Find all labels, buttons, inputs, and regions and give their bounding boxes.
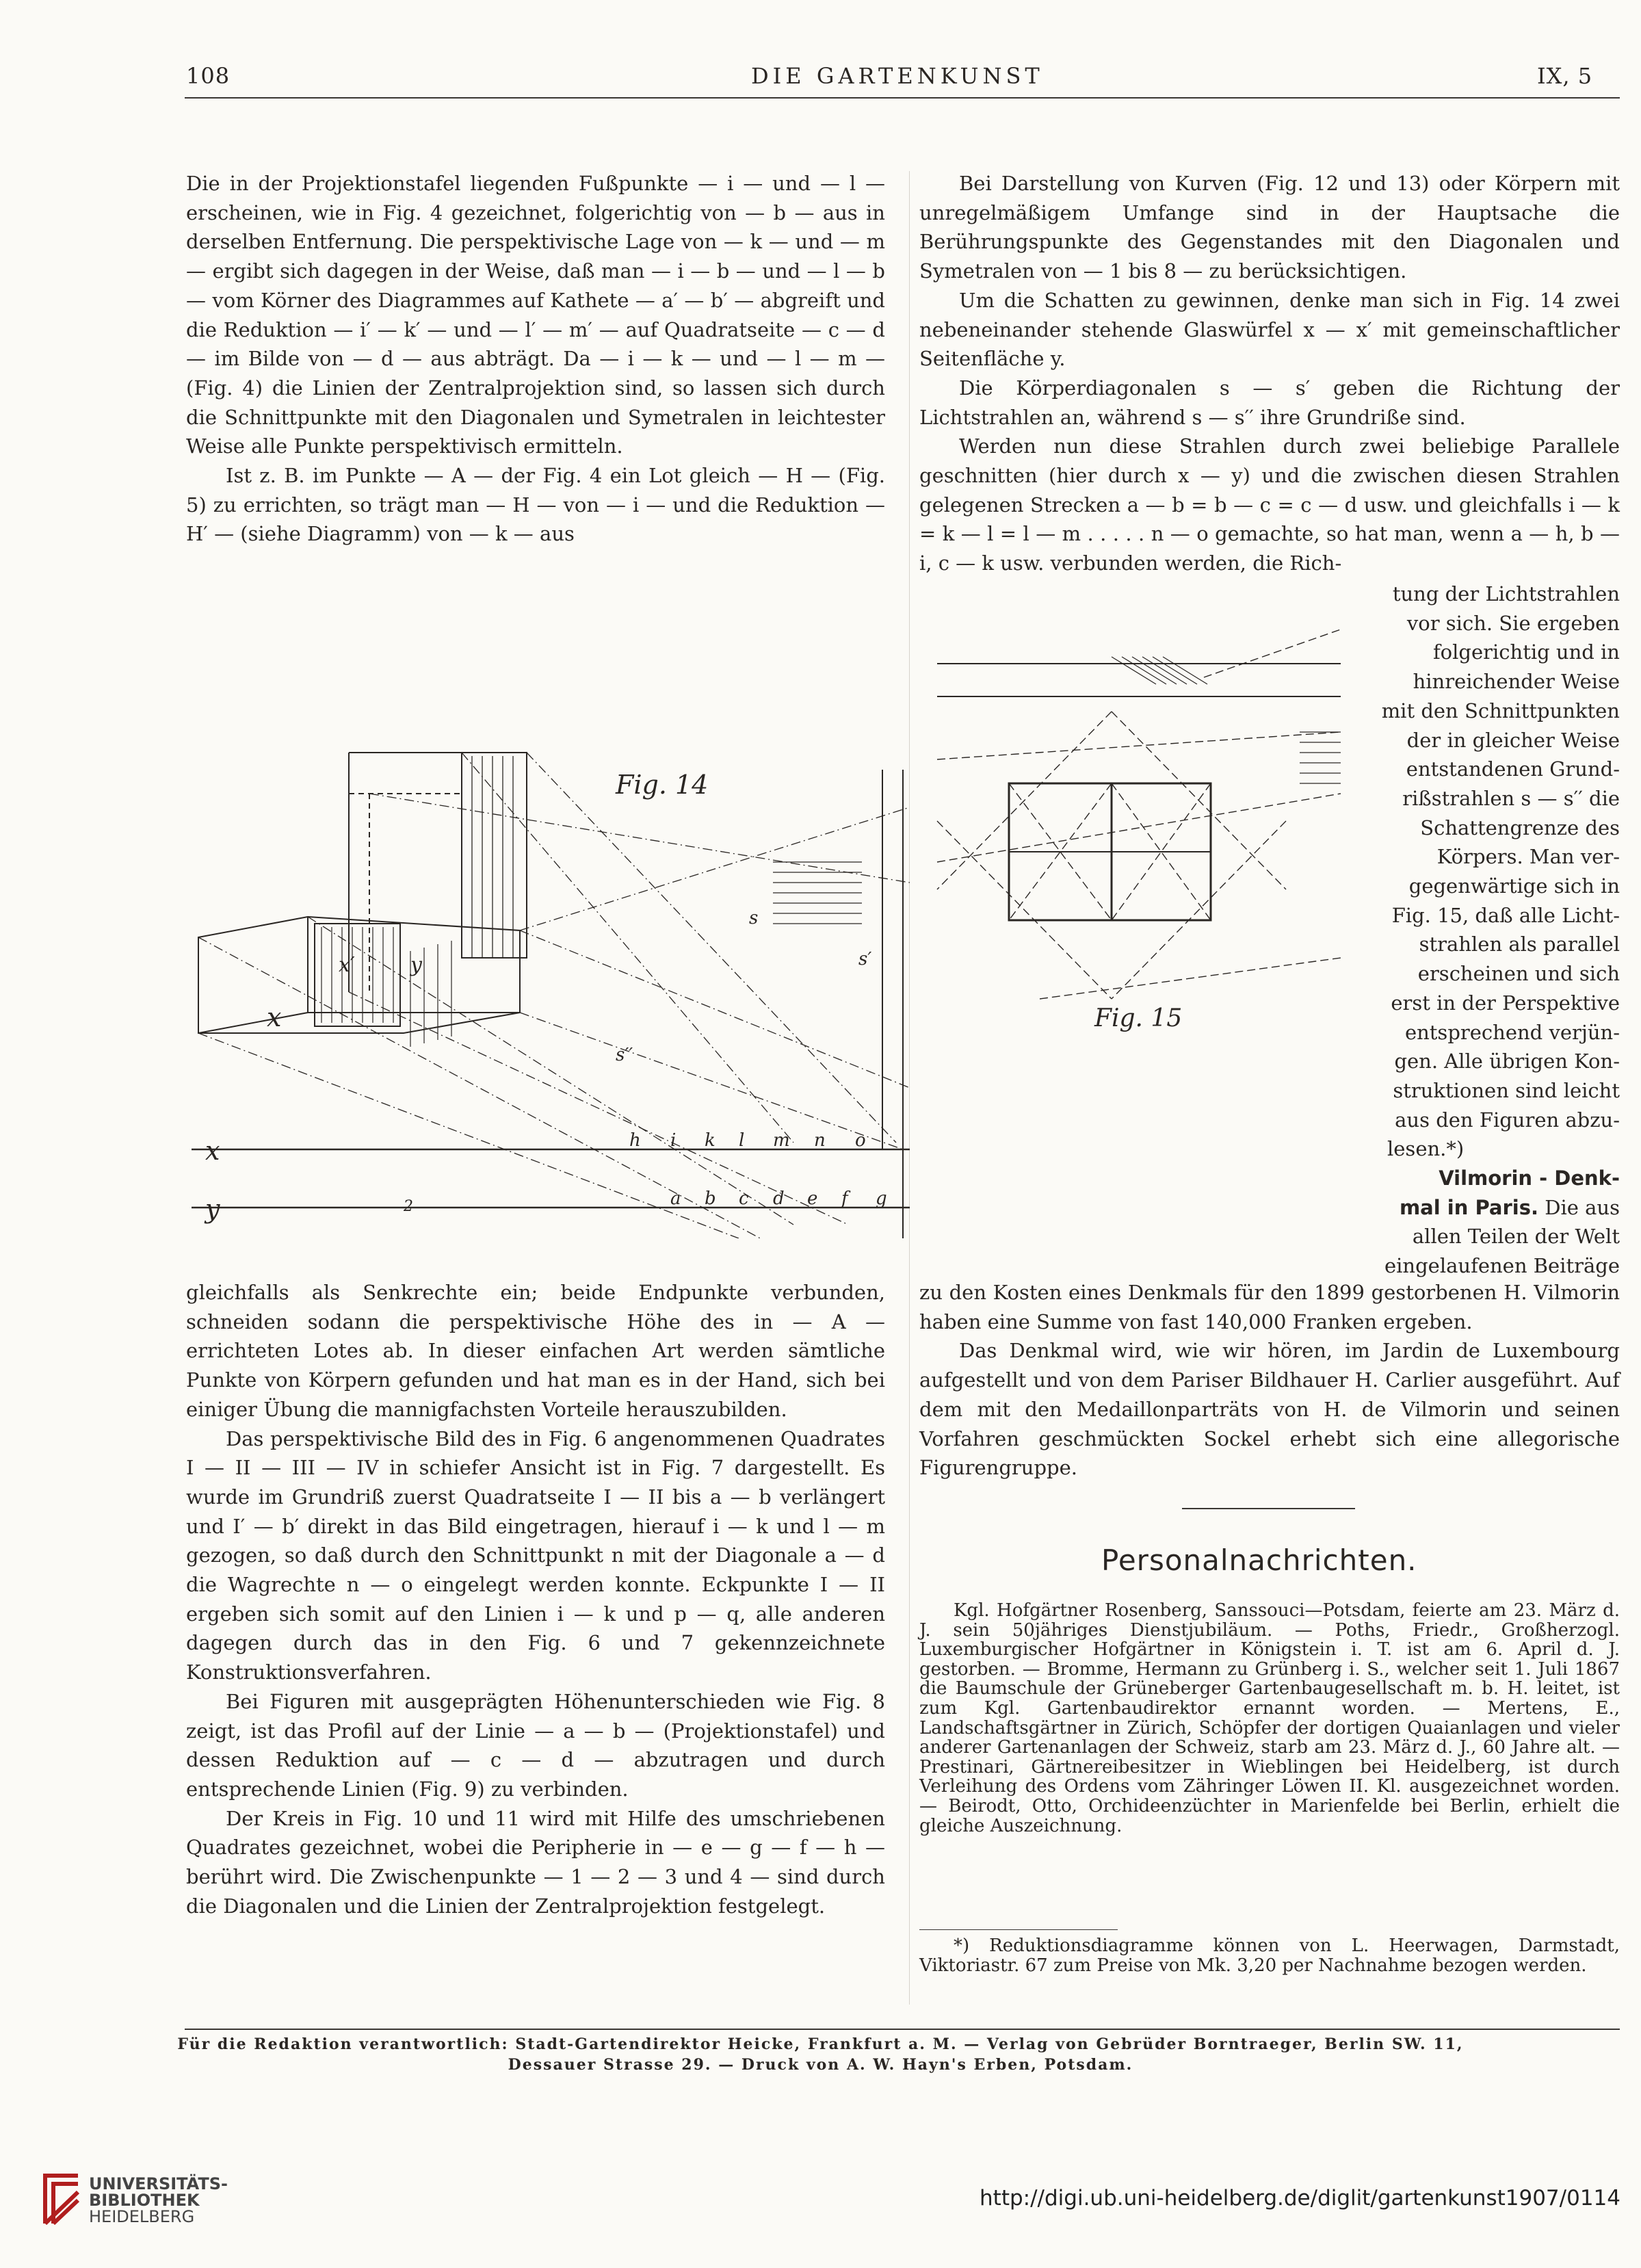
paragraph: gleichfalls als Senkrechte ein; beide Endpunkte verbunden, schneiden sodann die perspektivische Höhe des in — A — errichteten Lotes ab. In dieser einfachen Art werden sämtliche Punkte von Körpern gefunden und hat man es in der Hand, sich bei einiger Übung die mannigfachsten Vorteile herauszubilden.: [186, 1281, 885, 1421]
text-line: entstandenen Grund-: [1406, 757, 1620, 781]
figure-letter: s: [749, 908, 759, 928]
library-name: [89, 2176, 228, 2225]
source-url[interactable]: http://digi.ub.uni-heidelberg.de/diglit/gartenkunst1907/0114: [980, 2186, 1620, 2211]
text-line: vor sich. Sie ergeben: [1406, 611, 1620, 635]
left-column-top: [186, 169, 885, 549]
figure-letter: h: [629, 1130, 641, 1151]
running-title: DIE GARTENKUNST: [751, 63, 1044, 89]
figure-letter: o: [855, 1130, 866, 1151]
figure-letter: k: [705, 1130, 716, 1151]
right-narrow-column: [1375, 579, 1620, 1281]
figure-letter: e: [807, 1188, 818, 1209]
footer-rule: [185, 2029, 1620, 2030]
paragraph: Die Körperdiagonalen s — s′ geben die Richtung der Lichtstrahlen an, während s — s′′ ihre Grundriße sind.: [919, 376, 1620, 429]
paragraph: Werden nun diese Strahlen durch zwei beliebige Parallele geschnitten (hier durch x — y) und die zwischen diesen Strahlen gelegenen Strecken a — b = b — c = c — d usw. und gleichfalls i — k = k — l = l — m . . . . . n — o gemachte, so hat man, wenn a — h, b — i, c — k usw. verbunden werden, die Rich-: [919, 434, 1620, 575]
figure-letter: f: [841, 1188, 848, 1209]
left-column-bottom: [186, 1278, 885, 1920]
figure-letter: x: [205, 1136, 220, 1166]
text-line: tung der Lichtstrahlen: [1392, 582, 1620, 605]
text-line: erst in der Perspektive: [1391, 991, 1620, 1015]
text-line: gen. Alle übrigen Kon-: [1394, 1050, 1620, 1073]
vilmorin-title: mal in Paris.: [1399, 1195, 1539, 1219]
library-name-line: HEIDELBERG: [89, 2207, 195, 2226]
text-line: erscheinen und sich: [1417, 962, 1620, 986]
figure-letter: g: [876, 1188, 887, 1209]
text-line: der in gleicher Weise: [1406, 728, 1620, 752]
paragraph: Ist z. B. im Punkte — A — der Fig. 4 ein Lot gleich — H — (Fig. 5) zu errichten, so trägt man — H — von — i — und die Reduktion — H′ — (siehe Diagramm) von — k — aus: [186, 464, 885, 546]
text-line: Körpers. Man ver-: [1436, 845, 1620, 869]
figure-letter: d: [773, 1188, 785, 1209]
figure-letter: i: [670, 1130, 677, 1151]
footnote: [919, 1936, 1620, 1975]
library-name-line: UNIVERSITÄTS-: [89, 2174, 228, 2193]
text-line: mit den Schnittpunkten: [1381, 699, 1620, 722]
figure-letter: s′′: [616, 1045, 633, 1065]
library-name-line: BIBLIOTHEK: [89, 2191, 200, 2210]
text-line: Die aus: [1545, 1195, 1620, 1219]
paragraph: zu den Kosten eines Denkmals für den 1899 gestorbenen H. Vilmorin haben eine Summe von fast 140,000 Franken ergeben.: [919, 1281, 1620, 1333]
figure-14: [178, 705, 917, 1238]
paragraph: Kgl. Hofgärtner Rosenberg, Sanssouci—Potsdam, feierte am 23. März d. J. sein 50jähriges Dienstjubiläum. — Poths, Friedr., Großherzogl. Luxemburgischer Hofgärtner in Königstein i. T. ist am 6. April d. J. gestorben. — Bromme, Hermann zu Grünberg i. S., welcher seit 1. Juli 1867 die Baumschule der Grüneberger Gartenbaugesellschaft m. b. H. leitet, ist zum Kgl. Gartenbaudirektor ernannt worden. — Mertens, E., Landschaftsgärtner in Zürich, Schöpfer der dortigen Quaianlagen und vieler anderer Gartenanlagen der Schweiz, starb am 23. März d. J., 60 Jahre alt. — Prestinari, Gärtnereibesitzer in Wieblingen bei Heidelberg, ist durch Verleihung des Ordens vom Zähringer Löwen II. Kl. ausgezeichnet worden. — Beirodt, Otto, Orchideenzüchter in Marienfelde bei Berlin, erhielt die gleiche Auszeichnung.: [919, 1600, 1620, 1836]
text-line: lesen.*): [1387, 1137, 1465, 1161]
footer-line-1: Für die Redaktion verantwortlich: Stadt-Gartendirektor Heicke, Frankfurt a. M. — Verlag von Gebrüder Borntraeger, Berlin SW. 11,: [177, 2035, 1464, 2053]
figure-label: Fig. 15: [1094, 1004, 1183, 1032]
section-heading: Personalnachrichten.: [1101, 1543, 1417, 1577]
paragraph: Das perspektivische Bild des in Fig. 6 angenommenen Quadrates I — II — III — IV in schiefer Ansicht ist in Fig. 7 dargestellt. Es wurde im Grundriß zuerst Quadratseite I — II bis a — b verlängert und I′ — b′ direkt in das Bild eingetragen, hierauf i — k und l — m gezogen, so daß durch den Schnittpunkt n mit der Diagonale a — d die Wagrechte n — o eingelegt werden konnte. Eckpunkte I — II ergeben sich somit auf den Linien i — k und p — q, alle anderen dagegen durch das in den Fig. 6 und 7 gekennzeichnete Konstruktionsverfahren.: [186, 1426, 885, 1684]
separator-rule: [1182, 1508, 1355, 1509]
figure-letter: a: [670, 1188, 681, 1209]
figure-letter: b: [705, 1188, 716, 1209]
figure-letter: y: [205, 1194, 220, 1224]
paragraph: Der Kreis in Fig. 10 und 11 wird mit Hilfe des umschriebenen Quadrates gezeichnet, wobei die Peripherie in — e — g — f — h — berührt wird. Die Zwischenpunkte — 1 — 2 — 3 und 4 — sind durch die Diagonalen und die Linien der Zentralprojektion festgelegt.: [186, 1806, 885, 1918]
figure-letter: m: [773, 1130, 790, 1151]
text-line: allen Teilen der Welt: [1412, 1225, 1620, 1249]
figure-letter: l: [739, 1130, 745, 1151]
paragraph: Bei Darstellung von Kurven (Fig. 12 und 13) oder Körpern mit unregelmäßigem Umfange sind in der Hauptsache die Berührungspunkte des Gegenstandes mit den Diagonalen und Symetralen von — 1 bis 8 — zu berücksichtigen.: [919, 172, 1620, 283]
page-number: 108: [186, 63, 231, 89]
vilmorin-title: Vilmorin - Denk-: [1439, 1166, 1620, 1190]
paragraph: *) Reduktionsdiagramme können von L. Heerwagen, Darmstadt, Viktoriastr. 67 zum Preise von Mk. 3,20 per Nachnahme bezogen werden.: [919, 1935, 1620, 1976]
text-line: hinreichender Weise: [1413, 670, 1620, 694]
library-logo-icon: [40, 2169, 83, 2230]
text-line: entsprechend verjün-: [1404, 1020, 1620, 1044]
footer-line-2: Dessauer Strasse 29. — Druck von A. W. Hayn's Erben, Potsdam.: [508, 2056, 1133, 2074]
text-line: Fig. 15, daß alle Licht-: [1391, 903, 1620, 927]
figure-letter: x: [267, 1002, 282, 1032]
figure-letter: n: [814, 1130, 826, 1151]
paragraph: Das Denkmal wird, wie wir hören, im Jardin de Luxembourg aufgestellt und von dem Pariser Bildhauer H. Carlier ausgeführt. Auf dem mit den Medaillonparträts von H. de Vilmorin und seinen Vorfahren geschmückten Sockel erhebt sich eine allegorische Figurengruppe.: [919, 1339, 1620, 1480]
text-line: aus den Figuren abzu-: [1395, 1108, 1620, 1132]
figure-letter: s′: [858, 949, 872, 969]
text-line: rißstrahlen s — s′′ die: [1402, 786, 1620, 810]
figure-letter: y: [410, 953, 422, 977]
text-line: struktionen sind leicht: [1393, 1078, 1620, 1102]
right-column-bottom: [919, 1278, 1620, 1483]
header-rule: [185, 97, 1620, 99]
text-line: Schattengrenze des: [1420, 816, 1620, 839]
personal-news: [919, 1601, 1620, 1836]
figure-15: [930, 616, 1375, 1067]
footnote-rule: [919, 1929, 1118, 1930]
text-line: folgerichtig und in: [1432, 640, 1620, 664]
text-line: eingelaufenen Beiträge: [1384, 1254, 1620, 1278]
paragraph: Um die Schatten zu gewinnen, denke man sich in Fig. 14 zwei nebeneinander stehende Glaswürfel x — x′ mit gemeinschaftlicher Seitenfläche y.: [919, 288, 1620, 371]
paragraph: Bei Figuren mit ausgeprägten Höhenunterschieden wie Fig. 8 zeigt, ist das Profil auf der Linie — a — b — (Projektionstafel) und dessen Reduktion auf — c — d — abzutragen und durch entsprechende Linien (Fig. 9) zu verbinden.: [186, 1689, 885, 1801]
figure-letter: 2: [404, 1198, 413, 1215]
issue-number: IX, 5: [1537, 63, 1593, 89]
text-line: strahlen als parallel: [1419, 933, 1620, 956]
figure-letter: x′: [339, 953, 355, 977]
figure-label: Fig. 14: [616, 770, 709, 800]
paragraph: Die in der Projektionstafel liegenden Fußpunkte — i — und — l — erscheinen, wie in Fig. 4 gezeichnet, folgerichtig von — b — aus in derselben Entfernung. Die perspektivische Lage von — k — und — m — ergibt sich dagegen in der Weise, daß man — i — b — und — l — b — vom Körner des Diagrammes auf Kathete — a′ — b′ — abgreift und die Reduktion — i′ — k′ — und — l′ — m′ — auf Quadratseite — c — d — im Bilde von — d — aus abträgt. Da — i — k — und — l — m — (Fig. 4) die Linien der Zentralprojektion sind, so lassen sich durch die Schnittpunkte mit den Diagonalen und Symetralen in leichtester Weise alle Punkte perspektivisch ermitteln.: [186, 172, 885, 458]
right-column-top: [919, 169, 1620, 578]
figure-letter: c: [739, 1188, 749, 1209]
text-line: gegenwärtige sich in: [1408, 874, 1620, 898]
